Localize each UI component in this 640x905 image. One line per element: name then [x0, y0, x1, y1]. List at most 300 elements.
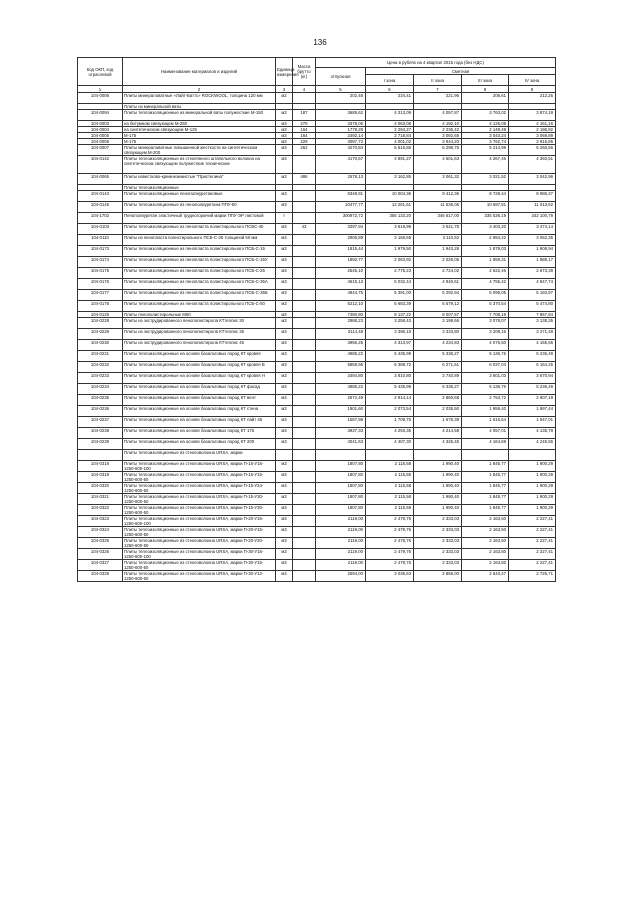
row-unit: м3 [276, 571, 293, 582]
row-name: Плиты теплоизоляционные из стекловолокна URSA, марки П-15-У15-1250-600-50 [123, 472, 276, 483]
row-zone-3-price: 1 845,77 [462, 472, 509, 483]
row-zone-4-price: 1 997,44 [509, 406, 556, 417]
row-unit: м3 [276, 395, 293, 406]
row-zone-4-price [509, 450, 556, 461]
row-zone-2-price: 2 856,00 [414, 571, 462, 582]
page-number: 136 [313, 38, 327, 47]
row-mass [293, 450, 316, 461]
row-unit: м3 [276, 483, 293, 494]
row-zone-4-price: 1 908,94 [509, 246, 556, 257]
row-zone-2-price: 3 541,78 [414, 224, 462, 235]
row-code: 104-0094 [78, 110, 123, 121]
row-zone-2-price: 4 192,10 [414, 121, 462, 127]
row-mass [293, 439, 316, 450]
table-row [78, 351, 556, 362]
table-row [78, 301, 556, 312]
row-zone-4-price: 6 154,25 [509, 362, 556, 373]
row-zone-3-price: 1 845,77 [462, 461, 509, 472]
row-name: Плиты теплоизоляционные из стеклянного штапельного волокна на синтетическом связующем полужесткие технические [123, 156, 276, 174]
row-release-price: 202,48 [316, 93, 366, 104]
row-release-price: 2988,23 [316, 318, 366, 329]
row-zone-3-price: 3 763,02 [462, 110, 509, 121]
row-name: Плиты теплоизоляционные пенополиуретановые [123, 191, 276, 202]
row-mass [293, 571, 316, 582]
row-zone-4-price: 2 227,41 [509, 527, 556, 538]
row-zone-4-price: 2 227,41 [509, 549, 556, 560]
row-code: 104-0322 [78, 505, 123, 516]
row-name: Плиты минераловатные повышенной жесткости на синтетическом связующем М-200 [123, 145, 276, 156]
row-zone-2-price: 3 333,80 [414, 329, 462, 340]
row-zone-3-price: 1 959,31 [462, 257, 509, 268]
row-release-price: 4270,84 [316, 145, 366, 156]
row-unit: м3 [276, 312, 293, 318]
row-release-price: 3685,62 [316, 110, 366, 121]
row-unit: м3 [276, 461, 293, 472]
row-zone-4-price: 2 196,92 [509, 127, 556, 133]
row-zone-3-price: 2 163,50 [462, 516, 509, 527]
row-name: Плиты теплоизоляционные на основе базальтовых пород КТ 175 [123, 428, 276, 439]
row-unit: м3 [276, 560, 293, 571]
row-unit: м3 [276, 156, 293, 174]
table-row [78, 362, 556, 373]
row-unit: м3 [276, 373, 293, 384]
header-name: Наименование материалов и изделий [123, 58, 276, 86]
row-zone-3-price: 1 959,40 [462, 406, 509, 417]
row-name: Плиты теплоизоляционные на основе базальтовых пород КТ лайт 45 [123, 417, 276, 428]
column-number: 6 [366, 86, 414, 93]
row-unit: м3 [276, 257, 293, 268]
row-zone-1-price: 2 115,58 [366, 483, 414, 494]
row-zone-3-price: 7 708,19 [462, 312, 509, 318]
row-name: Плиты теплоизоляционные из пенопласта полистирольного ПСБ-С-35Б [123, 290, 276, 301]
row-mass [293, 373, 316, 384]
row-code: 104-0325 [78, 538, 123, 549]
row-zone-2-price: 5 579,12 [414, 301, 462, 312]
row-code: 104-0003 [78, 121, 123, 127]
row-mass [293, 340, 316, 351]
row-zone-2-price: 11 536,06 [414, 202, 462, 213]
row-zone-1-price: 10 004,36 [366, 191, 414, 202]
row-zone-4-price: 212,26 [509, 93, 556, 104]
row-unit: м3 [276, 145, 293, 156]
row-name: Плиты теплоизоляционные из пенопласта полистирольного ПСБ-С-15У [123, 257, 276, 268]
row-zone-2-price: 5 336,27 [414, 351, 462, 362]
row-zone-1-price: 2 115,58 [366, 472, 414, 483]
table-row [78, 246, 556, 257]
row-zone-3-price: 4 125,05 [462, 121, 509, 127]
row-zone-4-price: 2 227,41 [509, 560, 556, 571]
row-mass [293, 301, 316, 312]
row-code: 104-0231 [78, 351, 123, 362]
table-row [78, 202, 556, 213]
row-zone-2-price: 5 298,76 [414, 145, 462, 156]
row-zone-4-price: 4 847,74 [509, 279, 556, 290]
header-mass: Масса брутто (кг) [293, 58, 316, 86]
row-zone-3-price: 1 845,77 [462, 505, 509, 516]
row-code: 104-0006 [78, 93, 123, 104]
row-release-price: 2545,10 [316, 268, 366, 279]
row-name: Плиты теплоизоляционные из стекловолокна URSA, марки П-30-У15-1250-600-100 [123, 549, 276, 560]
row-zone-3-price: 1 879,03 [462, 246, 509, 257]
row-zone-1-price: 4 001,02 [366, 139, 414, 145]
row-zone-4-price: 5 260,66 [509, 145, 556, 156]
row-name: Плиты теплоизоляционные на основе базальтовых пород КТ фасад [123, 384, 276, 395]
row-unit: м3 [276, 329, 293, 340]
row-mass [293, 156, 316, 174]
row-name: Плиты теплоизоляционные из пенопласта полистирольного ПСБ-С-50 [123, 301, 276, 312]
row-zone-3-price [462, 450, 509, 461]
row-code: 104-0239 [78, 439, 123, 450]
row-zone-3-price: 8 728,44 [462, 191, 509, 202]
row-release-price: 2119,00 [316, 516, 366, 527]
row-zone-4-price: 4 155,65 [509, 340, 556, 351]
row-mass [293, 246, 316, 257]
row-zone-2-price: 1 990,40 [414, 461, 462, 472]
table-row [78, 145, 556, 156]
column-number-row [78, 86, 556, 93]
row-mass [293, 318, 316, 329]
row-zone-4-price: 2 673,39 [509, 268, 556, 279]
row-mass [293, 406, 316, 417]
row-zone-1-price: 4 891,27 [366, 156, 414, 174]
row-unit: м3 [276, 527, 293, 538]
row-name: Плиты теплоизоляционные на основе базальтовых пород КТ кровля В [123, 362, 276, 373]
row-release-price: 1815,44 [316, 246, 366, 257]
row-code: 104-0324 [78, 527, 123, 538]
table-row [78, 213, 556, 224]
row-mass [293, 417, 316, 428]
row-release-price: 2119,00 [316, 560, 366, 571]
row-unit: м3 [276, 268, 293, 279]
row-mass: 229 [293, 139, 316, 145]
row-code: 104-0328 [78, 571, 123, 582]
row-name: Плиты теплоизоляционные из стекловолокна URSA, марки [123, 450, 276, 461]
row-mass [293, 428, 316, 439]
row-name: Плиты теплоизоляционные из стекловолокна URSA, марки П-20-У15-1250-600-50 [123, 527, 276, 538]
row-zone-2-price: 2 333,03 [414, 527, 462, 538]
table-row [78, 450, 556, 461]
row-zone-3-price: 5 095,05 [462, 290, 509, 301]
row-unit: м3 [276, 428, 293, 439]
row-release-price: 3114,48 [316, 329, 366, 340]
row-unit: м3 [276, 290, 293, 301]
table-row [78, 527, 556, 538]
row-unit: м3 [276, 417, 293, 428]
row-zone-1-price: 2 479,76 [366, 527, 414, 538]
column-number: 3 [276, 86, 293, 93]
table-row [78, 329, 556, 340]
row-mass [293, 268, 316, 279]
row-zone-4-price: 5 193,97 [509, 290, 556, 301]
row-zone-2-price: 3 061,32 [414, 174, 462, 185]
row-code [78, 450, 123, 461]
row-mass [293, 384, 316, 395]
row-zone-1-price: 3 619,99 [366, 224, 414, 235]
row-mass [293, 483, 316, 494]
row-zone-4-price: 4 245,55 [509, 439, 556, 450]
row-zone-3-price: 2 149,49 [462, 127, 509, 133]
row-zone-1-price: 2 115,58 [366, 494, 414, 505]
row-zone-3-price: 2 753,72 [462, 395, 509, 406]
row-mass [293, 395, 316, 406]
row-release-price: 8348,91 [316, 191, 366, 202]
row-mass [293, 461, 316, 472]
row-zone-4-price: 1 900,29 [509, 505, 556, 516]
row-release-price: 2492,14 [316, 133, 366, 139]
row-zone-3-price: 2 163,50 [462, 527, 509, 538]
row-zone-3-price: 335 536,19 [462, 213, 509, 224]
row-code: 104-0004 [78, 127, 123, 133]
table-row [78, 483, 556, 494]
row-zone-4-price: 342 100,79 [509, 213, 556, 224]
row-code: 104-0174 [78, 257, 123, 268]
row-mass: 164 [293, 127, 316, 133]
row-zone-2-price: 2 333,03 [414, 516, 462, 527]
row-release-price: 300972,72 [316, 213, 366, 224]
row-zone-3-price: 2 163,50 [462, 549, 509, 560]
row-code: 104-0142 [78, 156, 123, 174]
row-release-price: 1807,80 [316, 505, 366, 516]
row-zone-2-price: 1 678,39 [414, 417, 462, 428]
row-zone-2-price: 1 990,40 [414, 483, 462, 494]
row-code: 104-0326 [78, 549, 123, 560]
row-zone-4-price: 4 161,16 [509, 121, 556, 127]
header-zone-2: II зона [414, 75, 462, 86]
row-zone-4-price: 8 986,27 [509, 191, 556, 202]
row-unit: м3 [276, 549, 293, 560]
row-release-price: 2578,13 [316, 174, 366, 185]
row-release-price: 4041,63 [316, 439, 366, 450]
row-zone-3-price: 6 037,04 [462, 362, 509, 373]
row-mass: 486 [293, 174, 316, 185]
row-zone-1-price: 2 479,76 [366, 516, 414, 527]
row-zone-4-price: 3 042,96 [509, 174, 556, 185]
row-zone-2-price: 3 944,20 [414, 139, 462, 145]
table-row [78, 406, 556, 417]
header-unit: Единица измерения [276, 58, 293, 86]
row-code: 104-0235 [78, 395, 123, 406]
row-name: Плиты теплоизоляционные из стекловолокна URSA, марки П-30-У12-1250-600-60 [123, 571, 276, 582]
row-name: Плиты теплоизоляционные на основе базальтовых пород КТ кровля [123, 351, 276, 362]
row-zone-3-price: 2 163,50 [462, 538, 509, 549]
row-zone-4-price: 5 236,49 [509, 351, 556, 362]
table-row [78, 461, 556, 472]
row-zone-1-price: 3 168,65 [366, 235, 414, 246]
row-zone-2-price: 4 234,83 [414, 340, 462, 351]
row-release-price: 2672,49 [316, 395, 366, 406]
row-name: Плиты из экструдированного пенополистирола КТтеплис 30 [123, 318, 276, 329]
row-zone-3-price: 2 622,46 [462, 268, 509, 279]
row-name: Пенополиуретан эластичный трудногорючий марки ППУ-ЭР листовой [123, 213, 276, 224]
row-zone-2-price: 4 326,45 [414, 439, 462, 450]
row-name: Плиты теплоизоляционные из стекловолокна URSA, марки П-20-У20-1250-600-50 [123, 538, 276, 549]
row-release-price: 4615,13 [316, 279, 366, 290]
row-zone-4-price: 1 647,01 [509, 417, 556, 428]
row-mass: 187 [293, 110, 316, 121]
row-mass [293, 505, 316, 516]
row-unit: м3 [276, 472, 293, 483]
row-zone-2-price: 4 601,63 [414, 156, 462, 174]
row-code: 104-0236 [78, 406, 123, 417]
row-zone-4-price: 5 474,80 [509, 301, 556, 312]
row-mass: 262 [293, 145, 316, 156]
column-number: 9 [509, 86, 556, 93]
row-code: 104-0319 [78, 472, 123, 483]
row-zone-2-price: 1 943,28 [414, 246, 462, 257]
row-release-price: 3956,25 [316, 340, 366, 351]
row-mass [293, 257, 316, 268]
row-code: 104-0323 [78, 516, 123, 527]
table-row [78, 235, 556, 246]
row-code: 104-0321 [78, 494, 123, 505]
row-name: Плиты теплоизоляционные из стекловолокна URSA, марки П-15-У24-1250-600-50 [123, 483, 276, 494]
row-zone-2-price: 2 860,68 [414, 395, 462, 406]
row-mass: 270 [293, 121, 316, 127]
row-release-price: 1807,80 [316, 472, 366, 483]
row-name: Плиты теплоизоляционные из пенопласта полистирольного ПСБ-С-25 [123, 268, 276, 279]
row-zone-1-price: 8 137,22 [366, 312, 414, 318]
row-zone-2-price: 3 110,52 [414, 235, 462, 246]
row-unit: м3 [276, 301, 293, 312]
row-zone-1-price: 2 294,27 [366, 127, 414, 133]
row-code: 104-0143 [78, 191, 123, 202]
row-name: Плиты теплоизоляционные на основе базальтовых пород КТ 200 [123, 439, 276, 450]
row-zone-3-price: 5 136,76 [462, 351, 509, 362]
row-zone-2-price: 4 940,61 [414, 279, 462, 290]
row-zone-3-price: 1 845,77 [462, 494, 509, 505]
row-zone-1-price: 3 162,85 [366, 174, 414, 185]
row-zone-2-price: 1 990,40 [414, 494, 462, 505]
row-zone-1-price: 6 388,72 [366, 362, 414, 373]
row-release-price: 3097,73 [316, 139, 366, 145]
row-release-price: 1567,98 [316, 417, 366, 428]
row-code: 104-0176 [78, 279, 123, 290]
row-unit: м2 [276, 93, 293, 104]
row-mass [293, 329, 316, 340]
row-code: 104-0178 [78, 301, 123, 312]
row-zone-1-price: 4 313,09 [366, 110, 414, 121]
table-row [78, 191, 556, 202]
row-zone-3-price: 1 615,64 [462, 417, 509, 428]
row-release-price: 3378,06 [316, 121, 366, 127]
row-unit: т [276, 213, 293, 224]
table-row [78, 560, 556, 571]
row-mass [293, 93, 316, 104]
row-zone-3-price: 4 076,50 [462, 340, 509, 351]
table-row [78, 93, 556, 104]
row-unit: м3 [276, 121, 293, 127]
row-zone-2-price: 8 007,57 [414, 312, 462, 318]
row-unit: м3 [276, 235, 293, 246]
header-zone-3: III зона [462, 75, 509, 86]
row-zone-4-price: 4 135,78 [509, 428, 556, 439]
row-zone-1-price: 2 063,92 [366, 257, 414, 268]
row-zone-3-price: 4 057,01 [462, 428, 509, 439]
row-zone-2-price: 1 990,40 [414, 505, 462, 516]
row-mass [293, 351, 316, 362]
row-zone-3-price: 4 267,46 [462, 156, 509, 174]
row-zone-3-price: 3 078,07 [462, 318, 509, 329]
row-unit: м3 [276, 279, 293, 290]
table-row [78, 417, 556, 428]
row-mass [293, 235, 316, 246]
row-release-price: 2594,00 [316, 571, 366, 582]
row-unit: м3 [276, 202, 293, 213]
row-zone-4-price: 2 227,41 [509, 538, 556, 549]
column-number: 7 [414, 86, 462, 93]
row-code: 104-0126 [78, 312, 123, 318]
row-zone-4-price: 1 900,29 [509, 461, 556, 472]
row-zone-1-price: 4 293,35 [366, 428, 414, 439]
row-zone-1-price: 2 115,58 [366, 461, 414, 472]
row-code: 104-0320 [78, 483, 123, 494]
row-name: Плиты теплоизоляционные из пенопласта полистирольного ПСБ-С-15 [123, 246, 276, 257]
row-zone-3-price: 3 043,24 [462, 133, 509, 139]
row-zone-3-price: 3 762,74 [462, 139, 509, 145]
row-zone-4-price: 3 138,35 [509, 318, 556, 329]
row-zone-1-price: 3 810,80 [366, 373, 414, 384]
row-name: Плиты теплоизоляционные из стекловолокна URSA, марки П-15-У30-1250-600-50 [123, 505, 276, 516]
row-mass [293, 202, 316, 213]
table-row [78, 279, 556, 290]
row-zone-3-price: 3 601,03 [462, 373, 509, 384]
table-row [78, 538, 556, 549]
row-unit: м3 [276, 351, 293, 362]
row-zone-3-price: 5 370,54 [462, 301, 509, 312]
row-mass [293, 538, 316, 549]
row-name: Плиты теплоизоляционные [123, 185, 276, 191]
row-zone-4-price: 3 474,14 [509, 224, 556, 235]
row-release-price: 7480,80 [316, 312, 366, 318]
row-release-price: 1807,80 [316, 494, 366, 505]
row-zone-2-price: 2 026,05 [414, 257, 462, 268]
row-zone-2-price: 221,96 [414, 93, 462, 104]
row-mass [293, 527, 316, 538]
row-release-price: 2119,00 [316, 549, 366, 560]
table-row [78, 110, 556, 121]
row-code: 104-0175 [78, 268, 123, 279]
row-code: 104-0007 [78, 145, 123, 156]
row-zone-4-price: 1 988,17 [509, 257, 556, 268]
row-zone-2-price: 5 292,94 [414, 290, 462, 301]
row-name: Плиты теплоизоляционные на основе базальтовых пород КТ вент [123, 395, 276, 406]
row-name: Плиты теплоизоляционные из стекловолокна URSA, марки П-30-У15-1250-600-50 [123, 560, 276, 571]
row-name: на битумном связующем М-250 [123, 121, 276, 127]
row-zone-1-price: 12 261,61 [366, 202, 414, 213]
row-unit: м3 [276, 224, 293, 235]
row-zone-1-price: 2 914,14 [366, 395, 414, 406]
row-code: 104-0318 [78, 461, 123, 472]
row-mass [293, 472, 316, 483]
row-zone-1-price: 3 258,43 [366, 318, 414, 329]
table-row [78, 384, 556, 395]
header-zone-4: IV зона [509, 75, 556, 86]
row-zone-1-price: 3 396,10 [366, 329, 414, 340]
table-row [78, 318, 556, 329]
row-unit: м3 [276, 516, 293, 527]
row-zone-1-price: 2 479,76 [366, 560, 414, 571]
row-zone-2-price: 9 412,36 [414, 191, 462, 202]
row-name: М-175 [123, 133, 276, 139]
row-unit: м3 [276, 494, 293, 505]
row-code: 104-0177 [78, 290, 123, 301]
row-zone-4-price: 5 236,49 [509, 384, 556, 395]
row-name: Плиты теплоизоляционные из пенопласта полистирольного ПСБС-40 [123, 224, 276, 235]
row-zone-3-price: 2 643,47 [462, 571, 509, 582]
row-mass [293, 362, 316, 373]
row-zone-4-price: 1 900,29 [509, 494, 556, 505]
row-zone-1-price: 4 063,08 [366, 121, 414, 127]
